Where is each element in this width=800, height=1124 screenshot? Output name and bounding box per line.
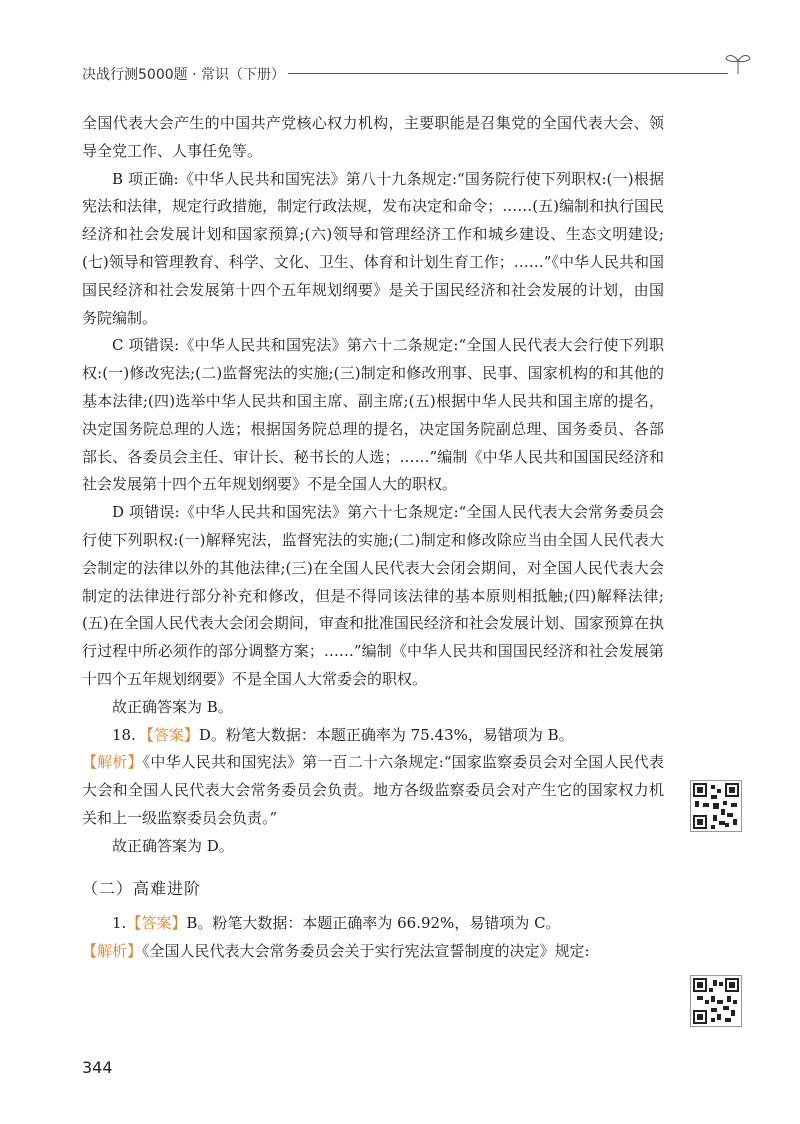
q1-analysis bbox=[82, 938, 664, 966]
book-title: 决战行测5000题 · 常识（下册） bbox=[82, 67, 285, 83]
paragraph-option-c: C 项错误:《中华人民共和国宪法》第六十二条规定:“全国人民代表大会行使下列职权:(一)修改宪法;(二)监督宪法的实施;(三)制定和修改刑事、民事、国家机构的和其他的基本法律;(四)选举中华人民共和国主席、副主席;(五)根据中华人民共和国主席的提名，决定国务院总理的人选；根据国务院总理的提名，决定国务院副总理、国务委员、各部部长、各委员会主任、审计长、秘书长的人选；……”编制《中华人民共和国国民经济和社会发展第十四个五年规划纲要》不是全国人大的职权。 bbox=[82, 336, 664, 494]
q18-answer-text: D。粉笔大数据：本题正确率为 75.43%，易错项为 B。 bbox=[198, 725, 574, 744]
paragraph-option-d: D 项错误:《中华人民共和国宪法》第六十七条规定:“全国人民代表大会常务委员会行使下列职权:(一)解释宪法，监督宪法的实施;(二)制定和修改除应当由全国人民代表大会制定的法律以外的其他法律;(三)在全国人民代表大会闭会期间，对全国人民代表大会制定的法律进行部分补充和修改，但是不得同该法律的基本原则相抵触;(四)解释法律;(五)在全国人民代表大会闭会期间，审查和批准国民经济和社会发展计划、国家预算在执行过程中所必须作的部分调整方案；……”编制《中华人民共和国国民经济和社会发展第十四个五年规划纲要》不是全国人大常委会的职权。 bbox=[82, 503, 664, 688]
q1-answer bbox=[82, 910, 664, 938]
q18-analysis-label: 【解析】 bbox=[82, 753, 143, 772]
q1-number: 1. bbox=[112, 914, 127, 933]
qr-code-icon-q1[interactable] bbox=[690, 975, 742, 1027]
header-rule bbox=[288, 73, 728, 74]
qr-code-icon-q18[interactable] bbox=[690, 780, 742, 832]
page-content bbox=[82, 110, 664, 966]
sprout-icon bbox=[724, 50, 752, 76]
q18-analysis-text: 《中华人民共和国宪法》第一百二十六条规定:“国家监察委员会对全国人民代表大会和全国人民代表大会常务委员会负责。地方各级监察委员会对产生它的国家权力机关和上一级监察委员会负责。” bbox=[82, 753, 664, 827]
q1-answer-text: B。粉笔大数据：本题正确率为 66.92%，易错项为 C。 bbox=[186, 914, 561, 933]
paragraph-continuation: 全国代表大会产生的中国共产党核心权力机构，主要职能是召集党的全国代表大会、领导全党工作、人事任免等。 bbox=[82, 114, 664, 160]
q18-answer bbox=[82, 722, 664, 750]
q18-analysis bbox=[82, 749, 664, 832]
q1-analysis-text: 《全国人民代表大会常务委员会关于实行宪法宣誓制度的决定》规定: bbox=[142, 942, 590, 961]
page-number: 344 bbox=[82, 1058, 113, 1077]
q18-number: 18. bbox=[112, 725, 136, 744]
paragraph-option-b: B 项正确:《中华人民共和国宪法》第八十九条规定:“国务院行使下列职权:(一)根据宪法和法律，规定行政措施，制定行政法规，发布决定和命令；……(五)编制和执行国民经济和社会发展计划和国家预算;(六)领导和管理经济工作和城乡建设、生态文明建设;(七)领导和管理教育、科学、文化、卫生、体育和计划生育工作；……”《中华人民共和国国民经济和社会发展第十四个五年规划纲要》是关于国民经济和社会发展的计划，由国务院编制。 bbox=[82, 169, 664, 327]
page-header bbox=[82, 62, 752, 86]
q1-analysis-label: 【解析】 bbox=[82, 942, 143, 961]
q1-answer-label: 【答案】 bbox=[126, 914, 187, 933]
q18-answer-label: 【答案】 bbox=[138, 725, 199, 744]
q18-conclusion: 故正确答案为 D。 bbox=[112, 836, 234, 855]
section-title: （二）高难进阶 bbox=[82, 878, 202, 898]
paragraph-conclusion: 故正确答案为 B。 bbox=[112, 697, 233, 716]
